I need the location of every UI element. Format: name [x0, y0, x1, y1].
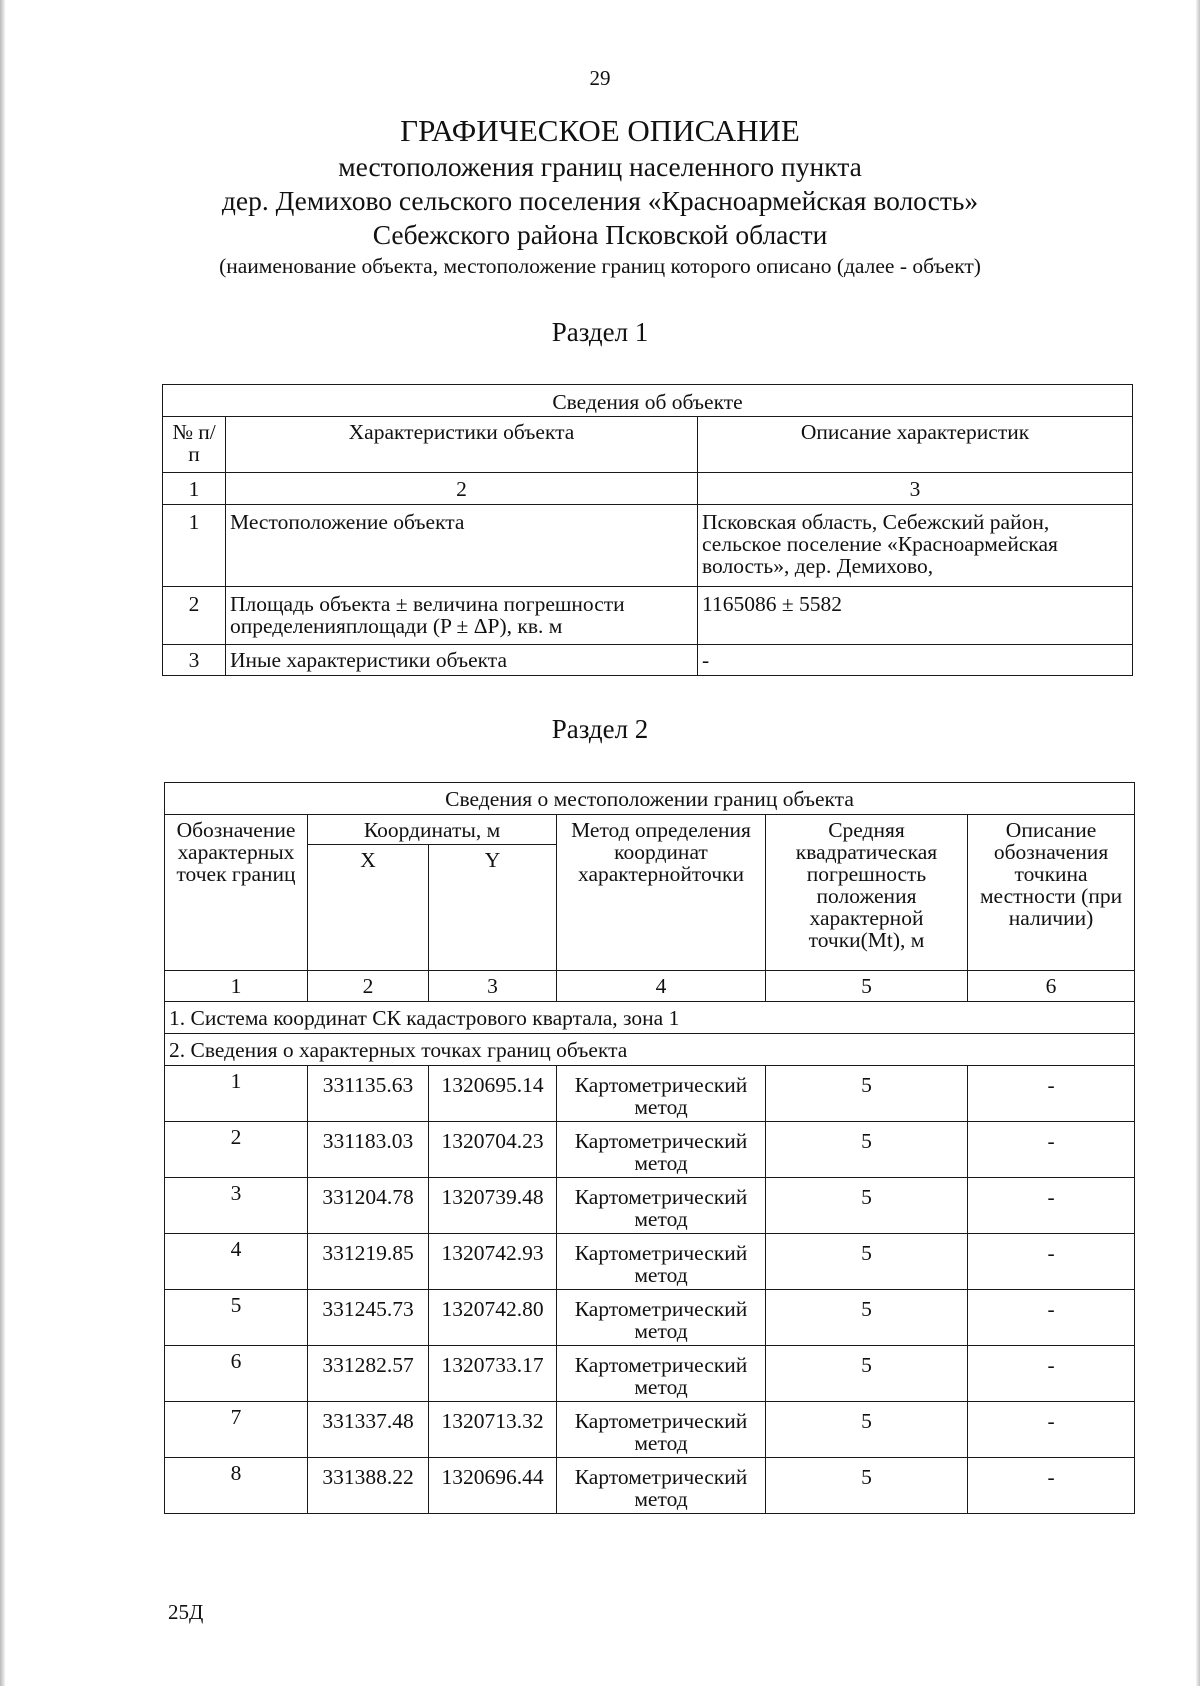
object-info-table-title: Сведения об объекте — [163, 385, 1133, 417]
column-number-1: 1 — [165, 971, 308, 1002]
table-row — [163, 505, 1133, 587]
table-row — [165, 1458, 1135, 1514]
point-x: 331204.78 — [308, 1178, 429, 1234]
characteristic-value: 1165086 ± 5582 — [698, 587, 1133, 645]
section-2-heading: Раздел 2 — [551, 714, 649, 744]
row-number: 1 — [163, 505, 226, 587]
column-number-6: 6 — [968, 971, 1135, 1002]
title-line-3: Себежского района Псковской области — [372, 219, 828, 250]
table-row — [165, 1122, 1135, 1178]
point-y: 1320742.80 — [429, 1290, 557, 1346]
point-y: 1320739.48 — [429, 1178, 557, 1234]
column-header-designation: Обозначение характерных точек границ — [165, 815, 308, 971]
point-x: 331388.22 — [308, 1458, 429, 1514]
column-header-y: Y — [429, 845, 557, 971]
point-id: 5 — [165, 1290, 308, 1346]
point-y: 1320742.93 — [429, 1234, 557, 1290]
point-method: Картометрический метод — [557, 1234, 766, 1290]
point-error: 5 — [766, 1234, 968, 1290]
point-y: 1320704.23 — [429, 1122, 557, 1178]
characteristic-name: Местоположение объекта — [226, 505, 698, 587]
column-header-point-description: Описание обозначения точкина местности (при наличии) — [968, 815, 1135, 971]
row-number: 2 — [163, 587, 226, 645]
point-description: - — [968, 1290, 1135, 1346]
column-header-error: Средняя квадратическая погрешность положения характерной точки(Mt), м — [766, 815, 968, 971]
column-number-2: 2 — [308, 971, 429, 1002]
table-row — [165, 1402, 1135, 1458]
point-id: 3 — [165, 1178, 308, 1234]
boundary-points-subheader: 2. Сведения о характерных точках границ объекта — [165, 1034, 1135, 1066]
point-description: - — [968, 1234, 1135, 1290]
footer-code: 25Д — [168, 1600, 204, 1624]
characteristic-name: Иные характеристики объекта — [226, 645, 698, 676]
boundary-points-table — [164, 782, 1135, 1514]
point-method: Картометрический метод — [557, 1458, 766, 1514]
characteristic-value: Псковская область, Себежский район, сельское поселение «Красноармейская волость», дер. Демихово, — [698, 505, 1133, 587]
table-row — [163, 587, 1133, 645]
point-id: 7 — [165, 1402, 308, 1458]
point-y: 1320695.14 — [429, 1066, 557, 1122]
point-y: 1320696.44 — [429, 1458, 557, 1514]
table-row — [165, 1290, 1135, 1346]
object-info-table — [162, 384, 1133, 676]
point-description: - — [968, 1346, 1135, 1402]
column-number-4: 4 — [557, 971, 766, 1002]
column-number-2: 2 — [226, 473, 698, 505]
row-number: 3 — [163, 645, 226, 676]
page-number: 29 — [589, 66, 611, 90]
coordinate-system-row: 1. Система координат СК кадастрового квартала, зона 1 — [165, 1002, 1135, 1034]
characteristic-name: Площадь объекта ± величина погрешности определенияплощади (P ± ΔP), кв. м — [226, 587, 698, 645]
table-row — [165, 1234, 1135, 1290]
point-description: - — [968, 1066, 1135, 1122]
point-method: Картометрический метод — [557, 1290, 766, 1346]
point-x: 331183.03 — [308, 1122, 429, 1178]
point-error: 5 — [766, 1290, 968, 1346]
point-error: 5 — [766, 1346, 968, 1402]
point-method: Картометрический метод — [557, 1066, 766, 1122]
point-error: 5 — [766, 1402, 968, 1458]
point-method: Картометрический метод — [557, 1122, 766, 1178]
point-id: 8 — [165, 1458, 308, 1514]
scan-edge-left — [0, 0, 5, 1686]
table-row — [163, 645, 1133, 676]
column-number-3: 3 — [698, 473, 1133, 505]
point-y: 1320733.17 — [429, 1346, 557, 1402]
point-description: - — [968, 1178, 1135, 1234]
column-header-coordinates: Координаты, м — [308, 815, 557, 845]
point-x: 331337.48 — [308, 1402, 429, 1458]
point-x: 331282.57 — [308, 1346, 429, 1402]
boundary-points-list — [165, 1066, 1135, 1514]
point-description: - — [968, 1122, 1135, 1178]
point-id: 1 — [165, 1066, 308, 1122]
point-x: 331219.85 — [308, 1234, 429, 1290]
characteristic-value: - — [698, 645, 1133, 676]
point-error: 5 — [766, 1458, 968, 1514]
column-number-5: 5 — [766, 971, 968, 1002]
point-description: - — [968, 1402, 1135, 1458]
boundary-points-table-title: Сведения о местоположении границ объекта — [165, 783, 1135, 815]
document-title: ГРАФИЧЕСКОЕ ОПИСАНИЕ — [400, 113, 800, 148]
column-header-description: Описание характеристик — [698, 417, 1133, 473]
column-header-method: Метод определения координат характернойточки — [557, 815, 766, 971]
point-description: - — [968, 1458, 1135, 1514]
point-error: 5 — [766, 1178, 968, 1234]
section-1-heading: Раздел 1 — [551, 317, 649, 347]
title-note: (наименование объекта, местоположение границ которого описано (далее - объект) — [219, 254, 981, 278]
table-row — [165, 1178, 1135, 1234]
column-header-x: X — [308, 845, 429, 971]
scan-edge-right — [1196, 0, 1200, 1686]
title-line-1: местоположения границ населенного пункта — [338, 151, 862, 182]
point-method: Картометрический метод — [557, 1178, 766, 1234]
table-row — [165, 1346, 1135, 1402]
column-number-1: 1 — [163, 473, 226, 505]
point-error: 5 — [766, 1122, 968, 1178]
point-y: 1320713.32 — [429, 1402, 557, 1458]
point-method: Картометрический метод — [557, 1346, 766, 1402]
point-id: 6 — [165, 1346, 308, 1402]
table-row — [165, 1066, 1135, 1122]
point-error: 5 — [766, 1066, 968, 1122]
title-line-2: дер. Демихово сельского поселения «Красноармейская волость» — [221, 185, 979, 216]
point-id: 4 — [165, 1234, 308, 1290]
column-header-characteristics: Характеристики объекта — [226, 417, 698, 473]
point-id: 2 — [165, 1122, 308, 1178]
column-number-3: 3 — [429, 971, 557, 1002]
point-method: Картометрический метод — [557, 1402, 766, 1458]
column-header-number: № п/п — [163, 417, 226, 473]
point-x: 331135.63 — [308, 1066, 429, 1122]
point-x: 331245.73 — [308, 1290, 429, 1346]
